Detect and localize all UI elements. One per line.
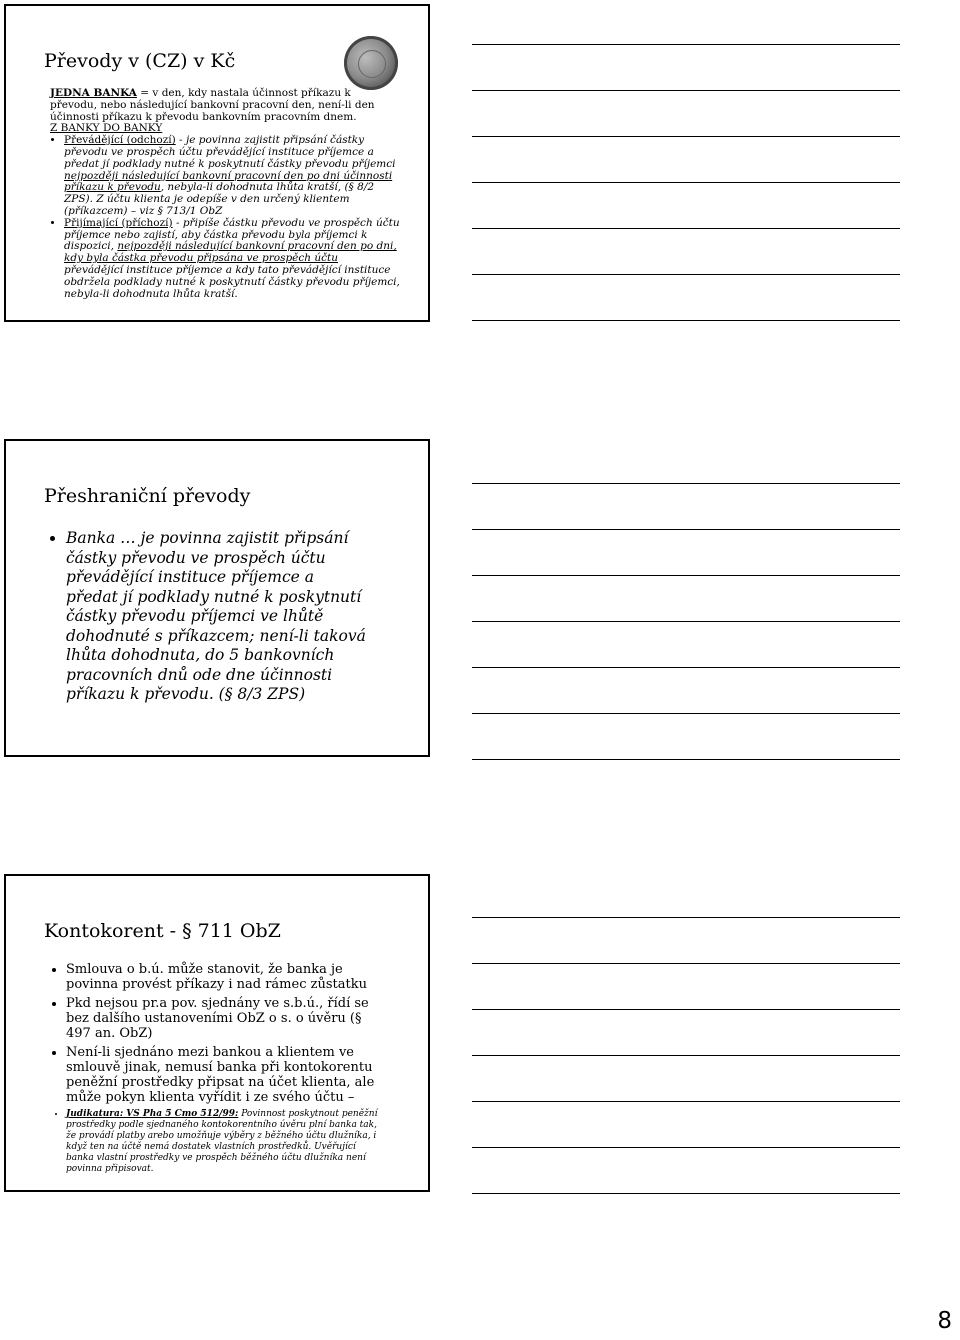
note-line	[472, 274, 900, 275]
page-number: 8	[937, 1308, 952, 1334]
note-line	[472, 483, 900, 484]
note-line	[472, 1193, 900, 1194]
bullet-2-b: převádějící instituce příjemce a kdy tato převádějící instituce obdržela podklady nutné k poskytnutí částky převodu příjemci, nebyla-li dohodnuta lhůta kratší.	[64, 263, 400, 300]
slide-2-bullets	[30, 529, 370, 705]
slide-2	[4, 439, 430, 757]
slide-3	[4, 874, 430, 1192]
judikatura-text: Povinnost poskytnout peněžní prostředky podle sjednaného kontokorentního úvěru plní banka tak, že provádí platby arebo umožňuje výběry z běžného účtu dlužníka, i když ten na účtě nemá dostatek vlastních prostředků. Uvěřující banka vlastní prostředky ve prospěch běžného účtu dlužníka není povinna připisovat.	[66, 1109, 378, 1174]
slide-3-bullet-4	[66, 1109, 380, 1175]
bullet-2-a: - připíše částku převodu ve prospěch účtu příjemce nebo zajistí, aby částka převodu byla příjemci k dispozici,	[64, 216, 400, 253]
slide-2-title: Přeshraniční převody	[44, 485, 251, 507]
bullet-1-u: nejpozději následující bankovní pracovní den po dni účinnosti příkazu k převodu	[64, 169, 393, 194]
note-line	[472, 182, 900, 183]
note-line	[472, 917, 900, 918]
bullet-2-u: nejpozději následující bankovní pracovní den po dni, kdy byla částka převodu připsána ve prospěch účtu	[64, 240, 397, 265]
slide-3-bullet-1: • Smlouva o b.ú. může stanovit, že banka je povinna provést příkazy i nad rámec zůstatku	[66, 962, 380, 992]
slide-3-bullet-2: • Pkd nejsou pr.a pov. sjednány ve s.b.ú., řídí se bez dalšího ustanoveními ObZ o s. o úvěru (§ 497 an. ObZ)	[66, 996, 380, 1041]
note-line	[472, 621, 900, 622]
slide-3-body	[30, 962, 380, 1179]
coin-icon	[344, 36, 398, 90]
note-line	[472, 667, 900, 668]
slide-2-body	[30, 529, 370, 705]
slide-1-subheading: Z BANKY DO BANKY	[50, 122, 163, 135]
slide-2-bullet-1: • Banka … je povinna zajistit připsání částky převodu ve prospěch účtu převádějící instituce příjemce a předat jí podklady nutné k poskytnutí částky převodu příjemci ve lhůtě dohodnuté s příkazcem; není-li taková lhůta dohodnuta, do 5 bankovních pracovních dnů ode dne účinnosti příkazu k převodu. (§ 8/3 ZPS)	[66, 529, 370, 705]
note-line	[472, 1147, 900, 1148]
bullet-2-label: Přijímající (příchozí)	[64, 216, 173, 229]
note-line	[472, 228, 900, 229]
note-line	[472, 90, 900, 91]
intro-bold: JEDNA BANKA	[50, 87, 137, 99]
note-line	[472, 1009, 900, 1010]
slide-1	[4, 4, 430, 322]
note-line	[472, 320, 900, 321]
slide-1-bullet-1	[64, 135, 400, 218]
note-line	[472, 529, 900, 530]
note-line	[472, 44, 900, 45]
slide-3-bullets	[30, 962, 380, 1175]
judikatura-label: Judikatura: VS Pha 5 Cmo 512/99:	[66, 1109, 239, 1119]
slide-1-body	[50, 88, 400, 300]
note-line	[472, 759, 900, 760]
slide-1-bullets	[50, 135, 400, 300]
slide-1-title: Převody v (CZ) v Kč	[44, 50, 236, 72]
note-line	[472, 713, 900, 714]
slide-3-title: Kontokorent - § 711 ObZ	[44, 920, 281, 942]
bullet-1-a: - je povinna zajistit připsání částky převodu ve prospěch účtu převádějící instituce příjemce a předat jí podklady nutné k poskytnutí částky převodu příjemci	[64, 134, 396, 170]
bullet-1-b: , nebyla-li dohodnuta lhůta kratší, (§ 8/2 ZPS). Z účtu klienta je odepíše v den určený klientem (příkazcem) – viz § 713/1 ObZ	[64, 181, 375, 217]
note-line	[472, 1055, 900, 1056]
note-line	[472, 575, 900, 576]
note-line	[472, 1101, 900, 1102]
slide-3-bullet-3: • Není-li sjednáno mezi bankou a klientem ve smlouvě jinak, nemusí banka při kontokorentu peněžní prostředky připsat na účet klienta, ale může pokyn klienta vyřídit i ze svého účtu –	[66, 1045, 380, 1105]
note-line	[472, 963, 900, 964]
bullet-1-label: Převádějící (odchozí)	[64, 134, 176, 147]
note-line	[472, 136, 900, 137]
intro-rest: = v den, kdy nastala účinnost příkazu k převodu, nebo následující bankovní pracovní den, není-li den účinnosti příkazu k převodu bankovním pracovním dnem.	[50, 87, 375, 123]
slide-1-intro	[50, 88, 400, 123]
slide-1-bullet-2	[64, 218, 400, 301]
